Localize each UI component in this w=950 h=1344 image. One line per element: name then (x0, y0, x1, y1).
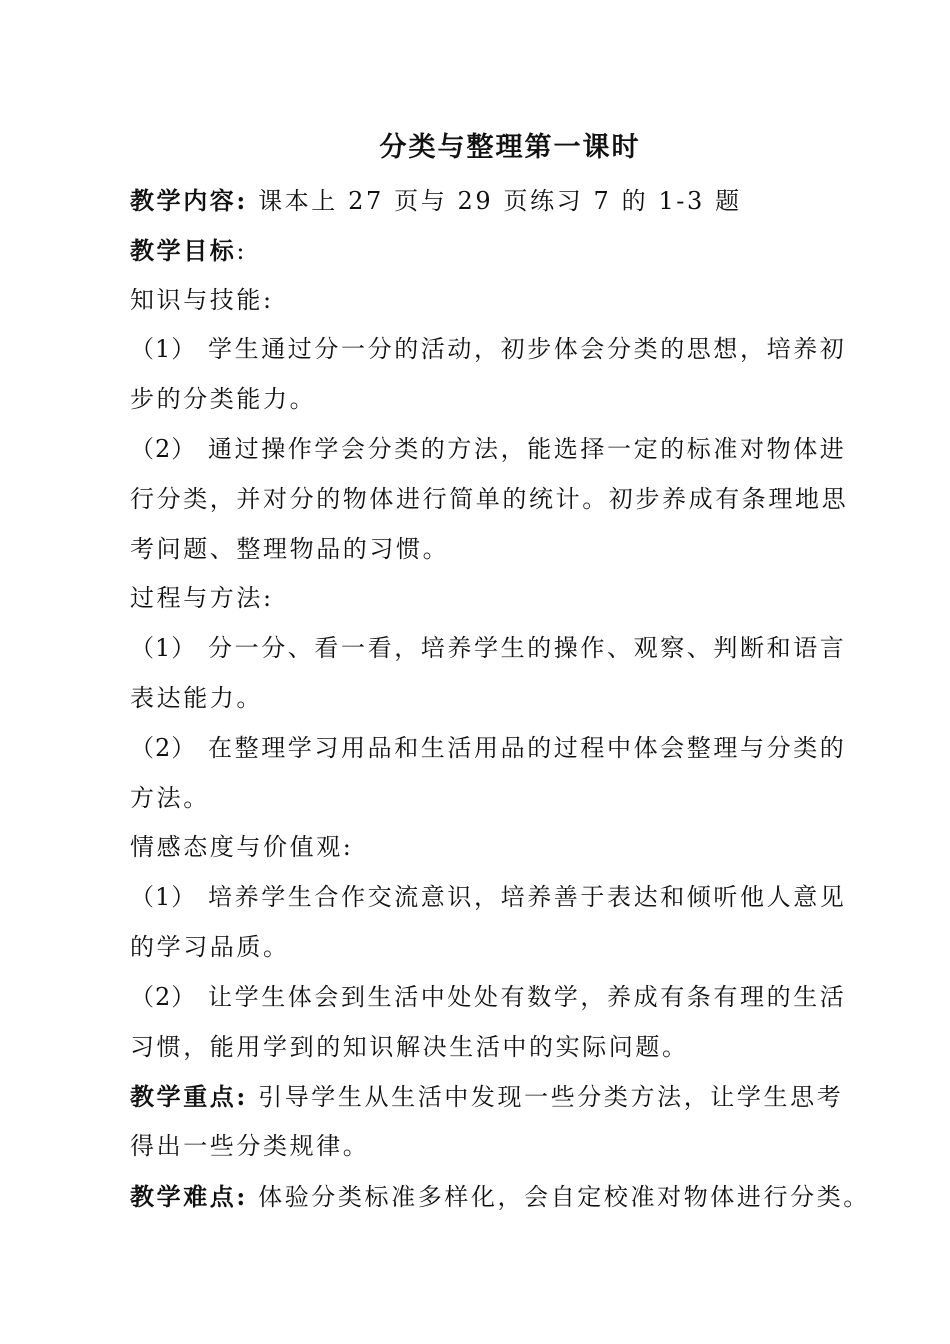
teaching-goals-colon: : (236, 236, 248, 265)
knowledge-item-2-line-3: 考问题、整理物品的习惯。 (130, 534, 450, 563)
difficulty-line (130, 1172, 870, 1222)
key-point-text: 引导学生从生活中发现一些分类方法，让学生思考 (258, 1083, 844, 1112)
key-point-line-1 (130, 1072, 844, 1122)
difficulty-text: 体验分类标准多样化，会自定校准对物体进行分类。 (258, 1182, 870, 1211)
knowledge-item-2-number: （2） (130, 434, 197, 463)
process-item-1-number: （1） (130, 634, 197, 663)
teaching-content-label: 教学内容: (130, 186, 248, 215)
document-body (130, 176, 870, 1222)
key-point-label: 教学重点: (130, 1082, 248, 1112)
teaching-content-text: 课本上 27 页与 29 页练习 7 的 1-3 题 (258, 187, 742, 215)
emotion-item-1-line-2: 的学习品质。 (130, 932, 290, 961)
emotion-item-2-text: 让学生体会到生活中处处有数学，养成有条有理的生活 (208, 982, 847, 1011)
knowledge-item-2-line-1 (130, 425, 847, 475)
emotion-item-2-number: （2） (130, 982, 197, 1011)
process-item-2-number: （2） (130, 733, 197, 762)
knowledge-item-1-number: （1） (130, 335, 197, 364)
teaching-goals-line (130, 226, 830, 276)
process-item-2-text: 在整理学习用品和生活用品的过程中体会整理与分类的 (208, 733, 847, 762)
process-item-1-text: 分一分、看一看，培养学生的操作、观察、判断和语言 (208, 634, 847, 663)
knowledge-item-2-line-2: 行分类，并对分的物体进行简单的统计。初步养成有条理地思 (130, 484, 849, 513)
knowledge-item-1-line-2: 步的分类能力。 (130, 385, 317, 414)
emotion-item-1-text: 培养学生合作交流意识，培养善于表达和倾听他人意见 (208, 883, 847, 912)
teaching-goals-label: 教学目标 (130, 235, 237, 265)
emotion-item-1-number: （1） (130, 883, 197, 912)
emotion-item-1-line-1 (130, 873, 847, 923)
emotion-item-2-line-1 (130, 973, 847, 1023)
process-item-1-line-2: 表达能力。 (130, 683, 263, 712)
teaching-content-line (130, 176, 830, 226)
knowledge-item-1-text: 学生通过分一分的活动，初步体会分类的思想，培养初 (208, 335, 847, 364)
knowledge-heading: 知识与技能: (130, 285, 274, 314)
document-title: 分类与整理第一课时 (379, 132, 641, 163)
key-point-line-2: 得出一些分类规律。 (130, 1132, 370, 1161)
emotion-heading: 情感态度与价值观: (130, 833, 354, 862)
difficulty-label: 教学难点: (130, 1181, 248, 1211)
knowledge-item-1-line-1 (130, 325, 847, 375)
process-item-1-line-1 (130, 624, 847, 674)
process-item-2-line-1 (130, 724, 847, 774)
knowledge-item-2-text: 通过操作学会分类的方法，能选择一定的标准对物体进 (208, 434, 847, 463)
process-heading: 过程与方法: (130, 584, 274, 613)
process-item-2-line-2: 方法。 (130, 783, 210, 812)
emotion-item-2-line-2: 习惯，能用学到的知识解决生活中的实际问题。 (130, 1032, 689, 1061)
